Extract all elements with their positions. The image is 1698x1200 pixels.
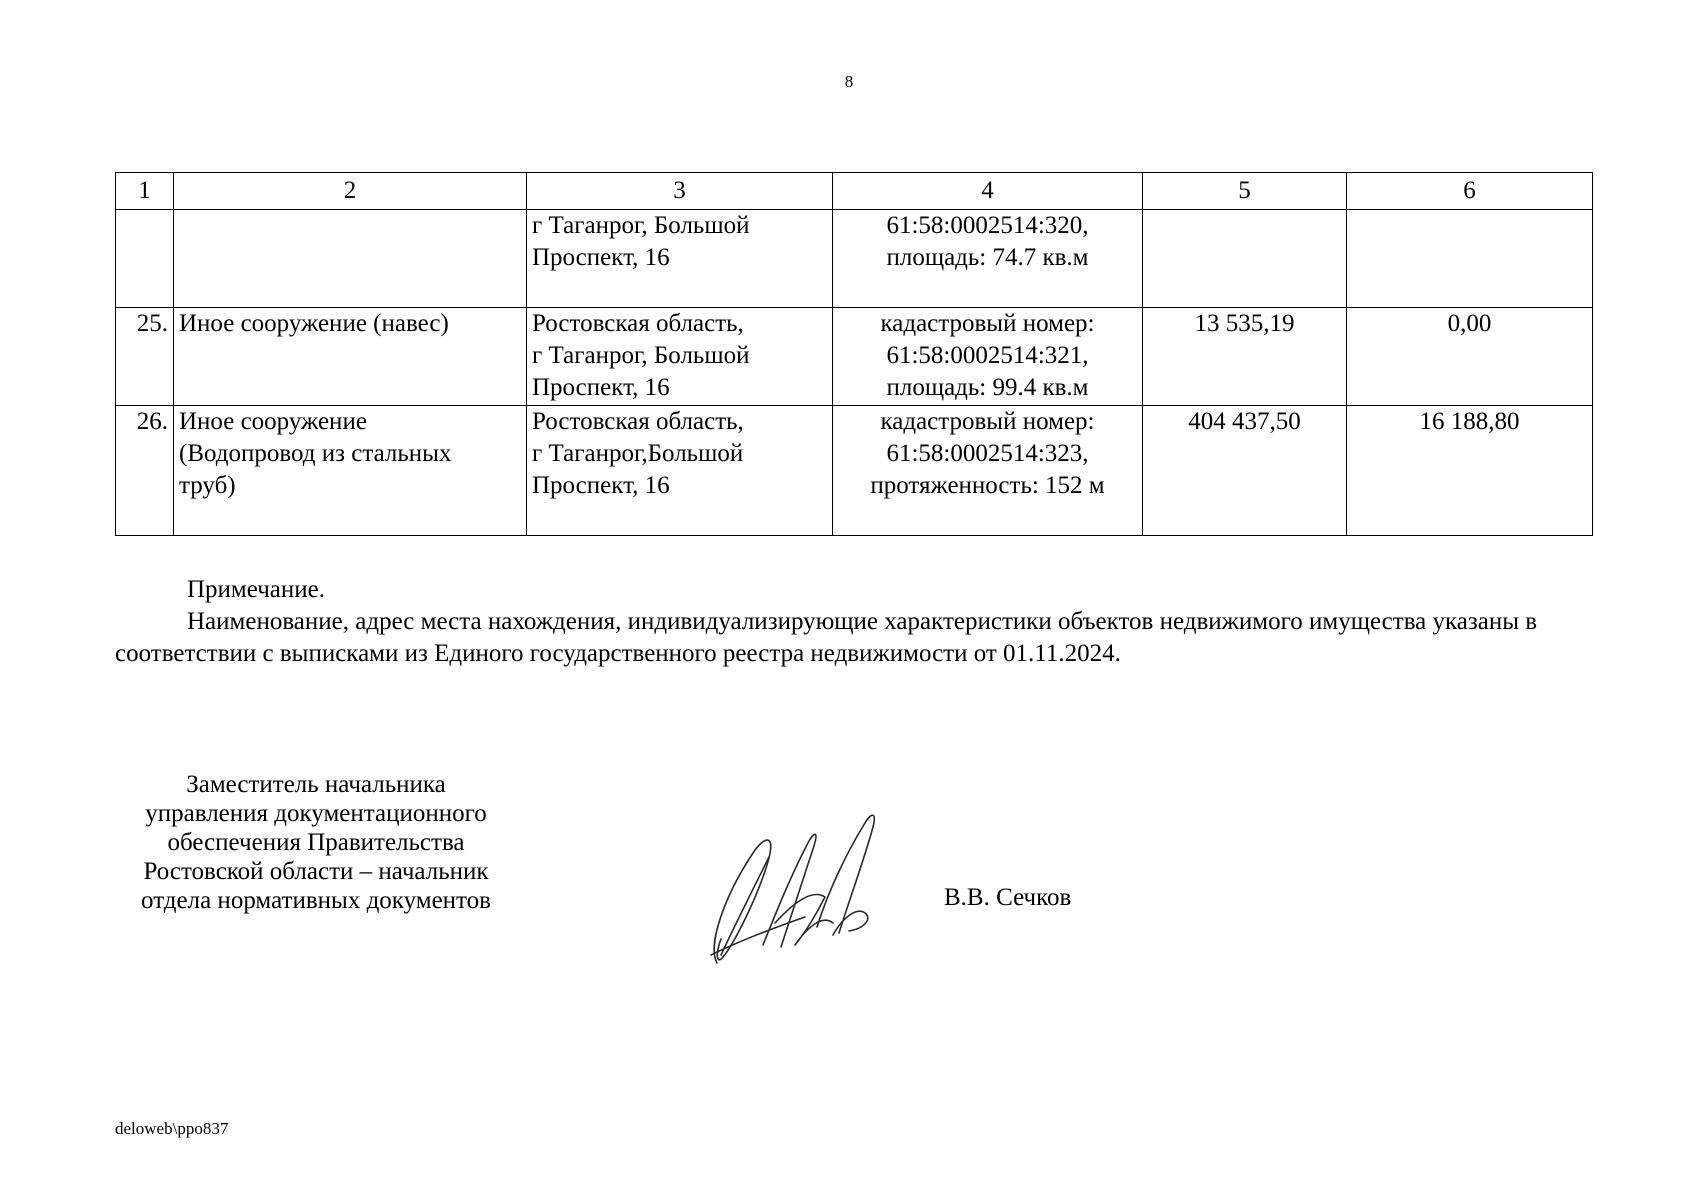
object-name-line: труб) [179,472,236,499]
signer-title-line: Ростовской области – начальник [143,858,489,885]
details-line: протяженность: 152 м [870,472,1105,499]
signer-title-line: управления документационного [145,800,487,827]
value-5-cell: 404 437,50 [1143,406,1347,536]
object-name-cell [174,406,527,536]
value-5-cell: 13 535,19 [1143,308,1347,406]
column-header: 4 [833,173,1143,210]
table-row [116,210,1593,308]
column-header: 2 [174,173,527,210]
value-6-cell [1347,210,1593,308]
table-row [116,308,1593,406]
table-header-row [116,173,1593,210]
value-5-cell [1143,210,1347,308]
signer-title [100,770,532,915]
signer-name: В.В. Сечков [944,884,1072,911]
address-line: Ростовская область, [532,408,744,435]
address-line: Проспект, 16 [532,374,670,401]
object-name-line: (Водопровод из стальных [179,440,452,467]
object-name-cell [174,308,527,406]
note-text: Наименование, адрес места нахождения, индивидуализирующие характеристики объектов недвижимого имущества указаны в соответствии с выписками из Единого государственного реестра недвижимости от 01.11.2024. [115,608,1538,667]
details-line: 61:58:0002514:321, [886,342,1089,369]
address-line: г Таганрог, Большой [532,342,750,369]
note-heading: Примечание. [187,576,326,603]
details-line: площадь: 74.7 кв.м [886,244,1089,271]
table-row [116,406,1593,536]
footer-code: deloweb\ppo837 [115,1119,229,1138]
column-header: 6 [1347,173,1593,210]
column-header: 1 [116,173,174,210]
property-table [115,172,1593,536]
page-number: 8 [844,72,854,91]
address-cell [527,210,833,308]
address-line: Проспект, 16 [532,472,670,499]
details-cell [833,210,1143,308]
details-cell [833,406,1143,536]
details-line: 61:58:0002514:323, [886,440,1089,467]
address-line: Проспект, 16 [532,244,670,271]
row-number-cell: 25. [116,308,174,406]
value-6-cell: 0,00 [1347,308,1593,406]
row-number-cell [116,210,174,308]
address-line: г Таганрог,Большой [532,440,744,467]
address-cell [527,308,833,406]
address-cell [527,406,833,536]
details-line: кадастровый номер: [880,408,1095,435]
details-line: площадь: 99.4 кв.м [886,374,1089,401]
value-6-cell: 16 188,80 [1347,406,1593,536]
details-line: кадастровый номер: [880,310,1095,337]
address-line: Ростовская область, [532,310,744,337]
object-name-line: Иное сооружение (навес) [179,310,449,337]
signer-title-line: Заместитель начальника [186,771,446,798]
details-cell [833,308,1143,406]
row-number-cell: 26. [116,406,174,536]
address-line: г Таганрог, Большой [532,212,750,239]
signer-title-line: отдела нормативных документов [141,887,491,914]
details-line: 61:58:0002514:320, [886,212,1089,239]
handwritten-signature [705,805,895,970]
note-block [115,574,1592,670]
object-name-line: Иное сооружение [179,408,367,435]
object-name-cell [174,210,527,308]
column-header: 3 [527,173,833,210]
column-header: 5 [1143,173,1347,210]
signer-title-line: обеспечения Правительства [167,829,465,856]
